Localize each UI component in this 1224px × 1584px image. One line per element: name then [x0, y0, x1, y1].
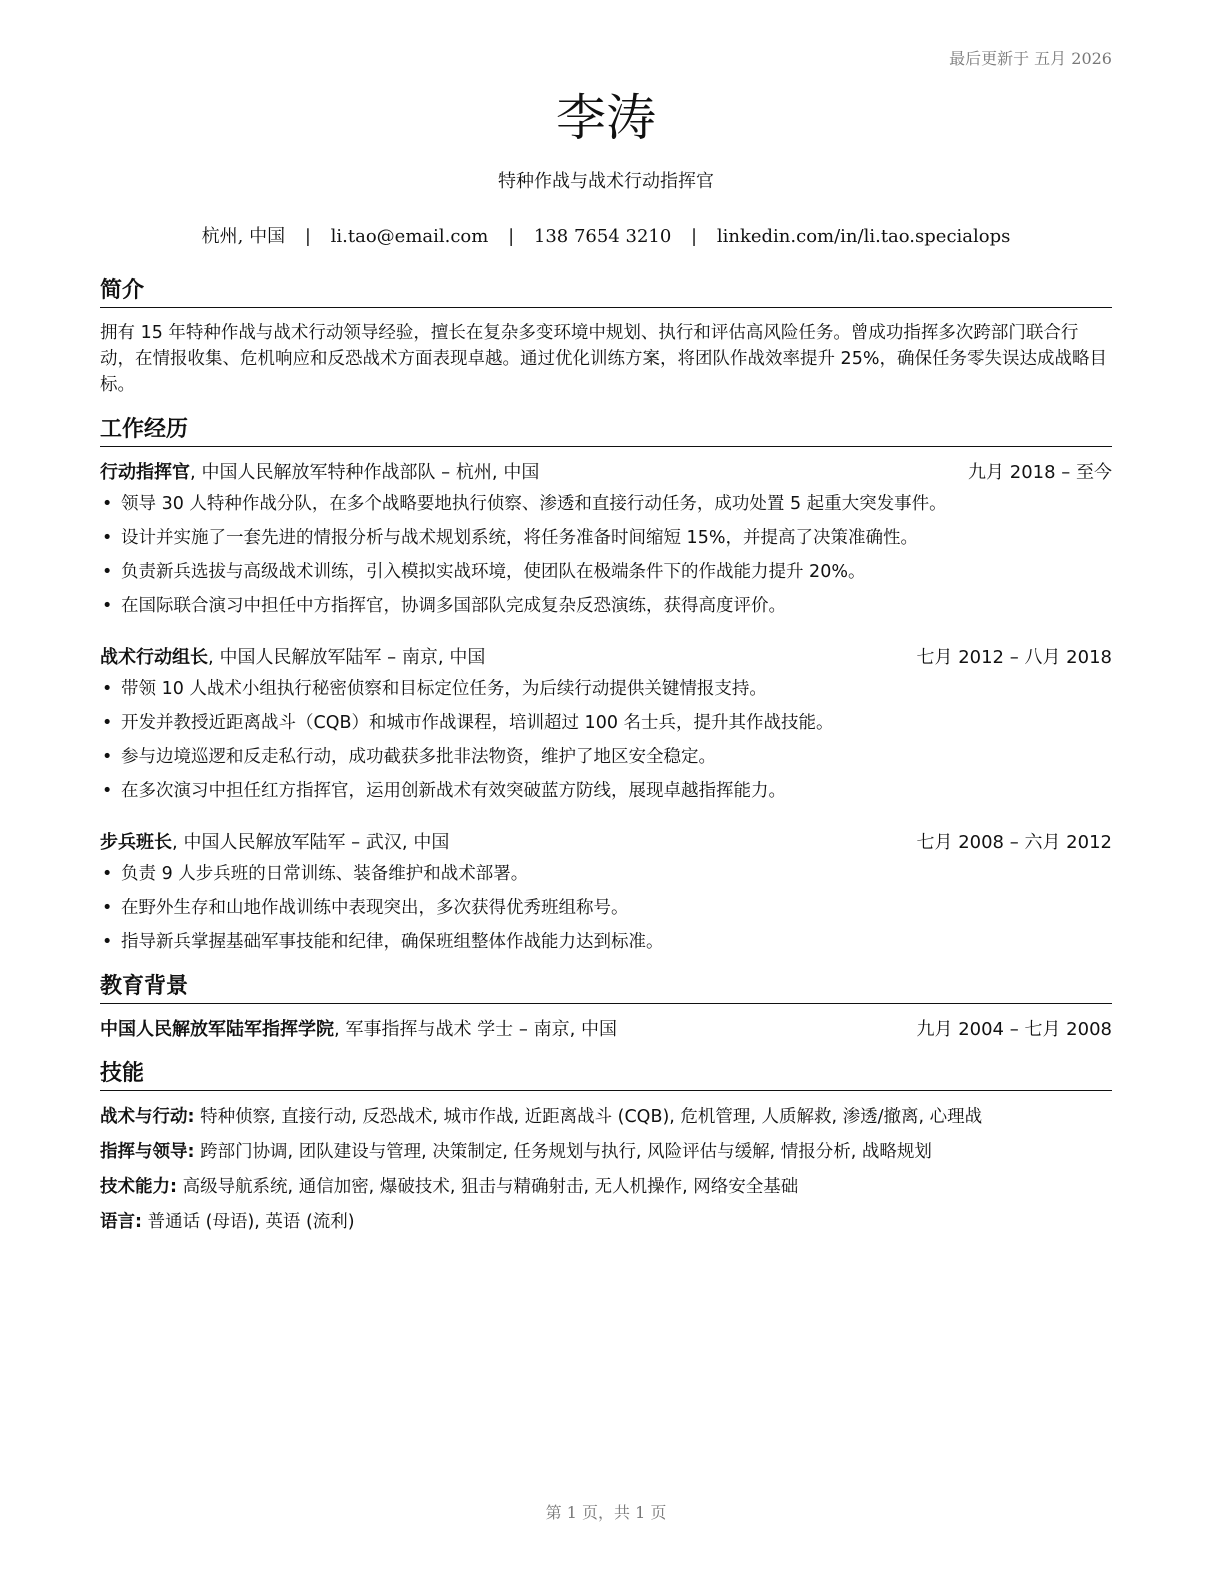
skill-value: 普通话 (母语), 英语 (流利): [142, 1212, 355, 1232]
education-entry: [100, 1017, 1112, 1043]
last-updated: 最后更新于 五月 2026: [949, 49, 1112, 68]
skill-label: 战术与行动:: [100, 1107, 195, 1127]
contact-separator: |: [508, 226, 515, 247]
job-header: [100, 645, 1112, 671]
job-dates: 九月 2018 – 至今: [968, 462, 1112, 483]
job-role: 行动指挥官: [100, 462, 190, 483]
page-footer: 第 1 页，共 1 页: [545, 1503, 667, 1522]
education-dates: 九月 2004 – 七月 2008: [916, 1019, 1112, 1040]
job-dates: 七月 2008 – 六月 2012: [916, 832, 1112, 853]
skill-value: 高级导航系统, 通信加密, 爆破技术, 狙击与精确射击, 无人机操作, 网络安全基础: [177, 1177, 799, 1197]
job-bullets: [100, 672, 1112, 808]
skill-line: [100, 1104, 1112, 1130]
section-title-skills: 技能: [100, 1059, 1112, 1091]
contact-separator: |: [691, 226, 698, 247]
list-item: • 负责新兵选拔与高级战术训练，引入模拟实战环境，使团队在极端条件下的作战能力提升 20%。: [100, 555, 1112, 589]
skill-line: [100, 1139, 1112, 1165]
skill-line: [100, 1209, 1112, 1235]
contact-location: 杭州, 中国: [201, 226, 286, 247]
job-header: [100, 830, 1112, 856]
list-item: • 在多次演习中担任红方指挥官，运用创新战术有效突破蓝方防线，展现卓越指挥能力。: [100, 774, 1112, 808]
job-dates: 七月 2012 – 八月 2018: [916, 647, 1112, 668]
section-title-summary: 简介: [100, 276, 1112, 308]
job-header: [100, 460, 1112, 486]
skill-label: 指挥与领导:: [100, 1142, 195, 1162]
education-school: 中国人民解放军陆军指挥学院: [100, 1019, 334, 1040]
job-org: , 中国人民解放军特种作战部队 – 杭州, 中国: [190, 462, 540, 483]
list-item: • 负责 9 人步兵班的日常训练、装备维护和战术部署。: [100, 857, 1112, 891]
list-item: • 在野外生存和山地作战训练中表现突出，多次获得优秀班组称号。: [100, 891, 1112, 925]
skill-label: 语言:: [100, 1212, 142, 1232]
list-item: • 指导新兵掌握基础军事技能和纪律，确保班组整体作战能力达到标准。: [100, 925, 1112, 959]
list-item: • 参与边境巡逻和反走私行动，成功截获多批非法物资，维护了地区安全稳定。: [100, 740, 1112, 774]
contact-separator: |: [304, 226, 311, 247]
job-bullets: [100, 857, 1112, 959]
list-item: • 领导 30 人特种作战分队，在多个战略要地执行侦察、渗透和直接行动任务，成功处置 5 起重大突发事件。: [100, 487, 1112, 521]
section-title-experience: 工作经历: [100, 415, 1112, 447]
list-item: • 在国际联合演习中担任中方指挥官，协调多国部队完成复杂反恐演练，获得高度评价。: [100, 589, 1112, 623]
job-org: , 中国人民解放军陆军 – 武汉, 中国: [172, 832, 450, 853]
contact-email[interactable]: li.tao@email.com: [330, 226, 489, 247]
education-detail: , 军事指挥与战术 学士 – 南京, 中国: [334, 1019, 618, 1040]
skill-label: 技术能力:: [100, 1177, 177, 1197]
skill-line: [100, 1174, 1112, 1200]
contact-line: [100, 225, 1112, 249]
skill-value: 特种侦察, 直接行动, 反恐战术, 城市作战, 近距离战斗 (CQB), 危机管理, 人质解救, 渗透/撤离, 心理战: [194, 1107, 983, 1127]
skill-value: 跨部门协调, 团队建设与管理, 决策制定, 任务规划与执行, 风险评估与缓解, 情报分析, 战略规划: [194, 1142, 932, 1162]
job-role: 步兵班长: [100, 832, 172, 853]
job-bullets: [100, 487, 1112, 623]
section-title-education: 教育背景: [100, 972, 1112, 1004]
job-role: 战术行动组长: [100, 647, 208, 668]
list-item: • 带领 10 人战术小组执行秘密侦察和目标定位任务，为后续行动提供关键情报支持。: [100, 672, 1112, 706]
contact-phone[interactable]: 138 7654 3210: [533, 226, 672, 247]
summary-text: 拥有 15 年特种作战与战术行动领导经验，擅长在复杂多变环境中规划、执行和评估高风险任务。曾成功指挥多次跨部门联合行动，在情报收集、危机响应和反恐战术方面表现卓越。通过优化训练方案，将团队作战效率提升 25%，确保任务零失误达成战略目标。: [100, 323, 1107, 395]
list-item: • 开发并教授近距离战斗（CQB）和城市作战课程，培训超过 100 名士兵，提升其作战技能。: [100, 706, 1112, 740]
job-org: , 中国人民解放军陆军 – 南京, 中国: [208, 647, 486, 668]
candidate-name: 李涛: [556, 89, 656, 147]
resume-page: [100, 0, 1112, 1584]
candidate-title: 特种作战与战术行动指挥官: [498, 171, 714, 192]
list-item: • 设计并实施了一套先进的情报分析与战术规划系统，将任务准备时间缩短 15%，并提高了决策准确性。: [100, 521, 1112, 555]
contact-linkedin[interactable]: linkedin.com/in/li.tao.specialops: [716, 226, 1011, 247]
